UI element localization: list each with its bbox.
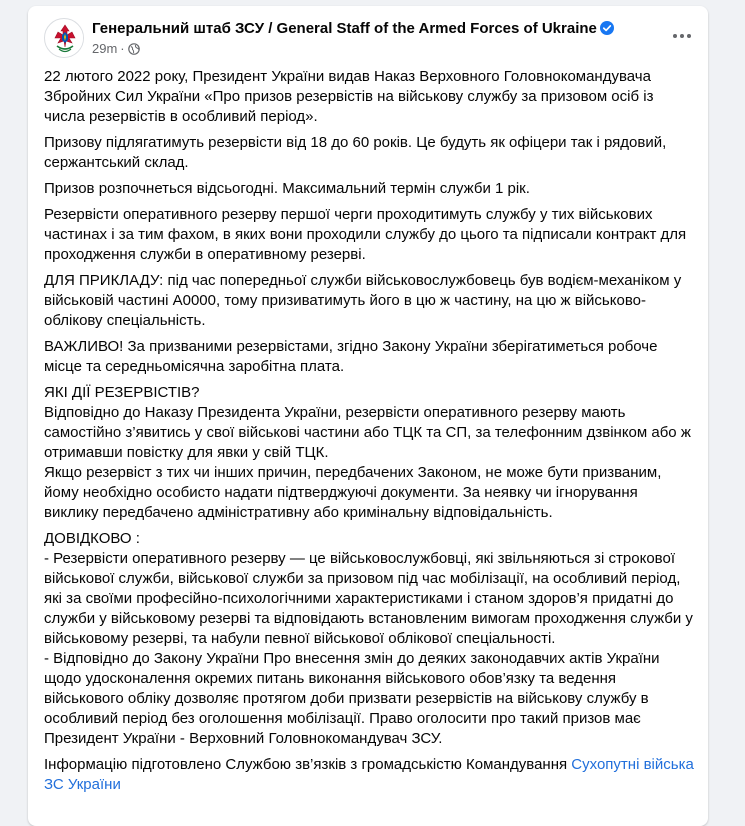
post-footer — [44, 755, 696, 795]
more-horizontal-icon — [668, 26, 696, 46]
post-paragraph: ДЛЯ ПРИКЛАДУ: під час попередньої служби військовослужбовець був водієм-механіком у військовій частині А0000, тому призиватимуть його в цю ж частину, на цю ж військово-облікову спеціальність. — [44, 272, 682, 329]
post-header — [44, 18, 692, 62]
post-body — [44, 67, 696, 801]
verified-badge-icon — [600, 21, 614, 35]
meta-separator: · — [120, 41, 125, 56]
globe-icon[interactable] — [128, 43, 140, 55]
post-paragraph: Призов розпочнеться відсьогодні. Максимальний термін служби 1 рік. — [44, 180, 530, 197]
post-paragraph: Призову підлягатимуть резервісти від 18 до 60 років. Це будуть як офіцери так і рядовий, сержантський склад. — [44, 134, 667, 171]
footer-text: Інформацію підготовлено Службою зв’язків з громадськістю Командування — [44, 756, 572, 773]
post-options-button[interactable] — [668, 26, 696, 46]
page-name[interactable]: Генеральний штаб ЗСУ / General Staff of the Armed Forces of Ukraine — [92, 20, 597, 37]
page-name-row[interactable] — [92, 19, 614, 39]
post-paragraph: Резервісти оперативного резерву першої черги проходитимуть службу у тих військових частинах і за тим фахом, в яких вони проходили службу до цього та підписали контракт для проходження служби в оперативному резерві. — [44, 206, 687, 263]
post-paragraph: ДОВІДКОВО : - Резервісти оперативного резерву — це військовослужбовці, які звільняються зі строкової військової служби, військової служби за призовом під час мобілізації, на особливий період, які за своїми професійно-психологічними характеристиками і станом здоров’я придатні до служби у військовому резерві та відповідають встановленим вимогам проходження служби у військовому резерві, та набули певної військової облікової спеціальності. - Відповідно до Закону України Про внесення змін до деяких законодавчих актів України щодо удосконалення окремих питань виконання військового обов’язку та ведення військового обліку дозволяє протягом доби призвати резервістів на військову службу в особливий період без оголошення мобілізації. Право оголосити про такий призов має Президент України - Верховний Головнокомандувач ЗСУ. — [44, 530, 693, 747]
page-avatar[interactable] — [44, 18, 84, 58]
post-card — [28, 6, 708, 826]
coat-of-arms-avatar-icon — [45, 19, 84, 58]
post-paragraph: ВАЖЛИВО! За призваними резервістами, згідно Закону України зберігатиметься робоче місце та середньомісячна заробітна плата. — [44, 338, 658, 375]
post-paragraph: 22 лютого 2022 року, Президент України видав Наказ Верховного Головнокомандувача Збройних Сил України «Про призов резервістів на військову службу за призовом осіб із числа резервістів в особливий період». — [44, 68, 654, 125]
post-paragraph: ЯКІ ДІЇ РЕЗЕРВІСТІВ? Відповідно до Наказу Президента України, резервісти оперативного резерву мають самостійно з’явитись у свої військові частини або ТЦК та СП, за телефонним дзвінком або ж отримавши повістку для явки у свій ТЦК. Якщо резервіст з тих чи інших причин, передбачених Законом, не може бути призваним, йому необхідно особисто надати підтверджуючі документи. За неявку чи ігнорування виклику передбачено адміністративну або кримінальну відповідальність. — [44, 384, 691, 521]
post-meta — [92, 41, 140, 57]
post-timestamp[interactable]: 29m — [92, 41, 118, 56]
ground-forces-link[interactable]: Сухопутні війська ЗС України — [44, 756, 694, 793]
